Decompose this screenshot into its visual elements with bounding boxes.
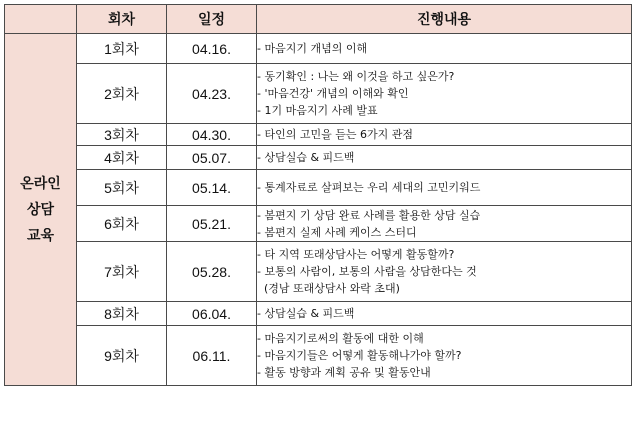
- date-cell: 05.21.: [167, 206, 257, 242]
- content-line: - 마음지기로써의 활동에 대한 이해: [257, 332, 424, 345]
- content-cell: [257, 242, 632, 302]
- header-blank: [5, 5, 77, 34]
- date-cell: 04.23.: [167, 64, 257, 124]
- table-row: [5, 170, 632, 206]
- content-line: - 마음지기 개념의 이해: [257, 42, 368, 55]
- date-cell: 06.11.: [167, 326, 257, 386]
- content-line: - 봄편지 기 상담 완료 사례를 활용한 상담 실습: [257, 208, 481, 222]
- round-cell: 2회차: [77, 64, 167, 124]
- content-cell: [257, 124, 632, 146]
- content-line: - '마음건강' 개념의 이해와 확인: [257, 87, 409, 100]
- education-schedule-table: [4, 4, 632, 386]
- schedule-body: [5, 34, 632, 386]
- round-cell: 4회차: [77, 146, 167, 170]
- content-line: - 동기확인 : 나는 왜 이것을 하고 싶은가?: [257, 70, 455, 83]
- content-cell: [257, 146, 632, 170]
- date-cell: 06.04.: [167, 302, 257, 326]
- table-row: [5, 34, 632, 64]
- date-cell: 05.07.: [167, 146, 257, 170]
- round-cell: 7회차: [77, 242, 167, 302]
- table-row: [5, 302, 632, 326]
- header-date: 일정: [167, 5, 257, 34]
- round-cell: 6회차: [77, 206, 167, 242]
- content-line: - 상담실습 & 피드백: [257, 307, 355, 320]
- header-round: 회차: [77, 5, 167, 34]
- content-cell: [257, 64, 632, 124]
- round-cell: 3회차: [77, 124, 167, 146]
- content-cell: [257, 34, 632, 64]
- date-cell: 05.28.: [167, 242, 257, 302]
- header-row: [5, 5, 632, 34]
- content-line: - 봄편지 실제 사례 케이스 스터디: [257, 225, 417, 239]
- table-row: [5, 206, 632, 242]
- category-cell: [5, 34, 77, 386]
- round-cell: 8회차: [77, 302, 167, 326]
- content-cell: [257, 170, 632, 206]
- table-row: [5, 146, 632, 170]
- content-line: - 타 지역 또래상담사는 어떻게 활동할까?: [257, 248, 455, 261]
- content-cell: [257, 302, 632, 326]
- content-cell: [257, 326, 632, 386]
- content-line: - 상담실습 & 피드백: [257, 151, 355, 164]
- round-cell: 5회차: [77, 170, 167, 206]
- round-cell: 9회차: [77, 326, 167, 386]
- content-line: - 활동 방향과 계획 공유 및 활동안내: [257, 366, 431, 379]
- content-line: - 마음지기들은 어떻게 활동해나가야 할까?: [257, 349, 462, 362]
- content-line: - 1기 마음지기 사례 발표: [257, 104, 378, 117]
- round-cell: 1회차: [77, 34, 167, 64]
- table-row: [5, 242, 632, 302]
- date-cell: 04.16.: [167, 34, 257, 64]
- content-cell: [257, 206, 632, 242]
- category-label: 온라인 상담 교육: [20, 175, 61, 244]
- table-row: [5, 124, 632, 146]
- content-line: - 보통의 사람이, 보통의 사람을 상담한다는 것: [257, 265, 477, 278]
- date-cell: 05.14.: [167, 170, 257, 206]
- date-cell: 04.30.: [167, 124, 257, 146]
- table-row: [5, 64, 632, 124]
- content-line: (경남 또래상담사 와락 초대): [257, 282, 400, 295]
- table-row: [5, 326, 632, 386]
- content-line: - 타인의 고민을 듣는 6가지 관점: [257, 128, 413, 141]
- content-line: - 통계자료로 살펴보는 우리 세대의 고민키워드: [257, 181, 481, 194]
- header-content: 진행내용: [257, 5, 632, 34]
